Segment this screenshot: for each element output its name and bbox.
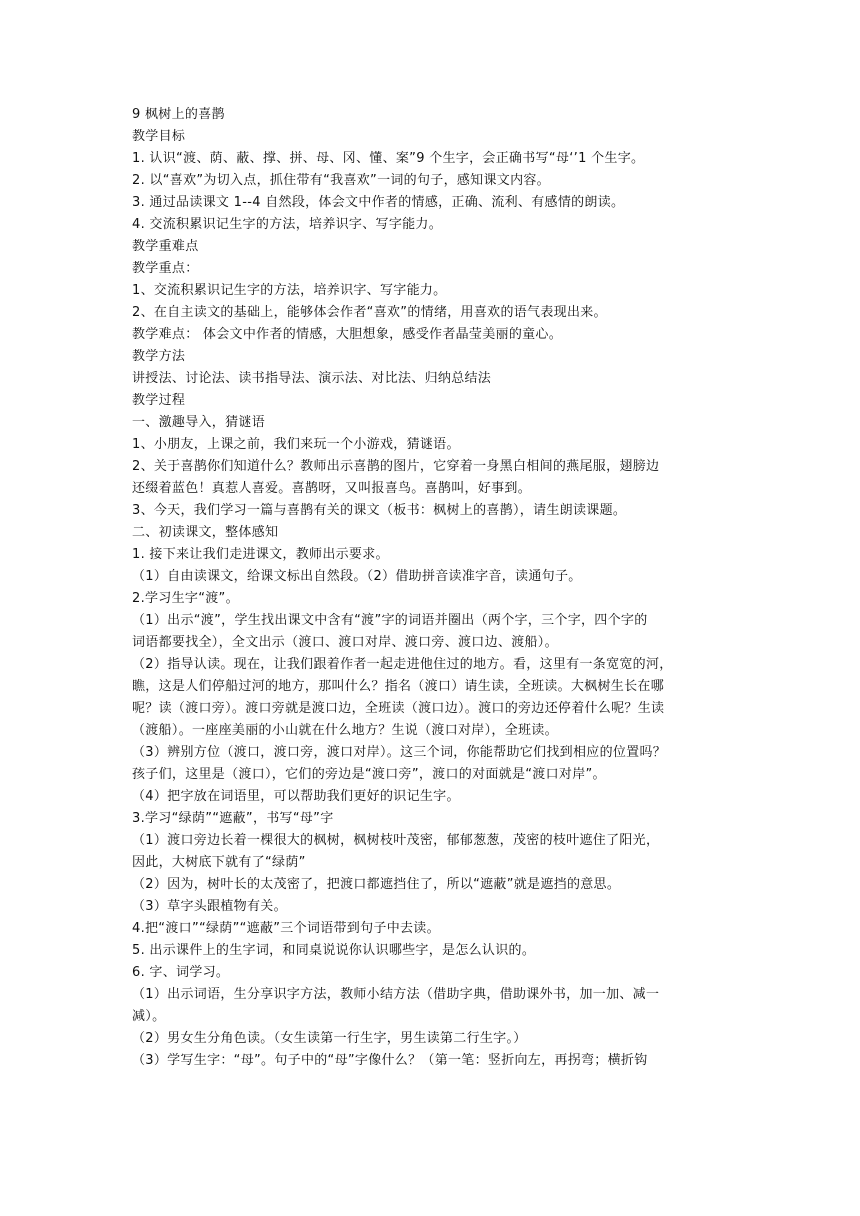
- text-line: 呢？读（渡口旁）。渡口旁就是渡口边，全班读（渡口边）。渡口的旁边还停着什么呢？生读: [132, 701, 665, 716]
- text-line: 教学难点： 体会文中作者的情感，大胆想象，感受作者晶莹美丽的童心。: [132, 327, 563, 342]
- text-line: 词语都要找全），全文出示（渡口、渡口对岸、渡口旁、渡口边、渡船）。: [132, 635, 558, 650]
- text-line: 3. 通过品读课文 1--4 自然段，体会文中作者的情感，正确、流利、有感情的朗读。: [132, 195, 625, 210]
- text-line: 因此，大树底下就有了“绿荫”: [132, 855, 306, 870]
- text-line: 二、初读课文，整体感知: [132, 525, 279, 540]
- document-page: [132, 104, 732, 1072]
- text-line: 讲授法、讨论法、读书指导法、演示法、对比法、归纳总结法: [132, 371, 492, 386]
- text-line: 教学方法: [132, 349, 186, 364]
- text-line: 2、关于喜鹊你们知道什么？教师出示喜鹊的图片，它穿着一身黑白相间的燕尾服，翅膀边: [132, 459, 660, 474]
- text-line: 2.学习生字“渡”。: [132, 591, 239, 606]
- text-line: （2）因为，树叶长的太茂密了，把渡口都遮挡住了，所以“遮蔽”就是遮挡的意思。: [132, 877, 621, 892]
- text-line: 4. 交流积累识记生字的方法，培养识字、写字能力。: [132, 217, 443, 232]
- text-line: 4.把“渡口”“绿荫”“遮蔽”三个词语带到句子中去读。: [132, 921, 440, 936]
- text-line: （1）渡口旁边长着一棵很大的枫树，枫树枝叶茂密，郁郁葱葱，茂密的枝叶遮住了阳光，: [132, 833, 660, 848]
- text-line: 3.学习“绿荫”“遮蔽”，书写“母”字: [132, 811, 334, 826]
- text-line: 一、激趣导入，猜谜语: [132, 415, 266, 430]
- text-line: （1）出示词语，生分享识字方法，教师小结方法（借助字典，借助课外书，加一加、减一: [132, 987, 660, 1002]
- text-line: 教学目标: [132, 129, 186, 144]
- text-line: 教学重点：: [132, 261, 199, 276]
- text-line: 2、在自主读文的基础上，能够体会作者“喜欢”的情绪，用喜欢的语气表现出来。: [132, 305, 607, 320]
- text-line: 减）。: [132, 1009, 166, 1024]
- text-line: 教学重难点: [132, 239, 199, 254]
- text-line: （1）自由读课文，给课文标出自然段。（2）借助拼音读准字音，读通句子。: [132, 569, 582, 584]
- text-line: 瞧，这是人们停船过河的地方，那叫什么？指名（渡口）请生读，全班读。大枫树生长在哪: [132, 679, 665, 694]
- text-line: 孩子们，这里是（渡口），它们的旁边是“渡口旁”，渡口的对面就是“渡口对岸”。: [132, 767, 606, 782]
- text-line: （2）男女生分角色读。（女生读第一行生字，男生读第二行生字。）: [132, 1031, 527, 1046]
- text-line: 还缀着蓝色！真惹人喜爱。喜鹊呀，又叫报喜鸟。喜鹊叫，好事到。: [132, 481, 532, 496]
- text-line: （4）把字放在词语里，可以帮助我们更好的识记生字。: [132, 789, 460, 804]
- text-line: 1、交流积累识记生字的方法，培养识字、写字能力。: [132, 283, 447, 298]
- text-line: 6. 字、词学习。: [132, 965, 230, 980]
- text-line: 1. 接下来让我们走进课文，教师出示要求。: [132, 547, 389, 562]
- text-line: 1. 认识“渡、荫、蔽、撑、拼、母、冈、懂、案”9 个生字，会正确书写“母‘’1 个生字。: [132, 151, 645, 166]
- document-title: 9 枫树上的喜鹊: [132, 107, 225, 122]
- text-line: （渡船）。一座座美丽的小山就在什么地方？生说（渡口对岸），全班读。: [132, 723, 558, 738]
- text-line: （2）指导认读。现在，让我们跟着作者一起走进他住过的地方。看，这里有一条宽宽的河，: [132, 657, 673, 672]
- text-line: 5. 出示课件上的生字词，和同桌说说你认识哪些字，是怎么认识的。: [132, 943, 536, 958]
- text-line: （3）草字头跟植物有关。: [132, 899, 287, 914]
- text-line: （3）学写生字：“母”。句子中的“母”字像什么？（第一笔：竖折向左，再拐弯；横折钩: [132, 1053, 648, 1068]
- text-line: （3）辨别方位（渡口，渡口旁，渡口对岸）。这三个词，你能帮助它们找到相应的位置吗？: [132, 745, 667, 760]
- text-line: 2. 以“喜欢”为切入点，抓住带有“我喜欢”一词的句子，感知课文内容。: [132, 173, 550, 188]
- text-line: （1）出示“渡”，学生找出课文中含有“渡”字的词语并圈出（两个字，三个字，四个字的: [132, 613, 648, 628]
- text-line: 3、今天，我们学习一篇与喜鹊有关的课文（板书：枫树上的喜鹊），请生朗读课题。: [132, 503, 627, 518]
- text-line: 1、小朋友，上课之前，我们来玩一个小游戏，猜谜语。: [132, 437, 460, 452]
- text-line: 教学过程: [132, 393, 186, 408]
